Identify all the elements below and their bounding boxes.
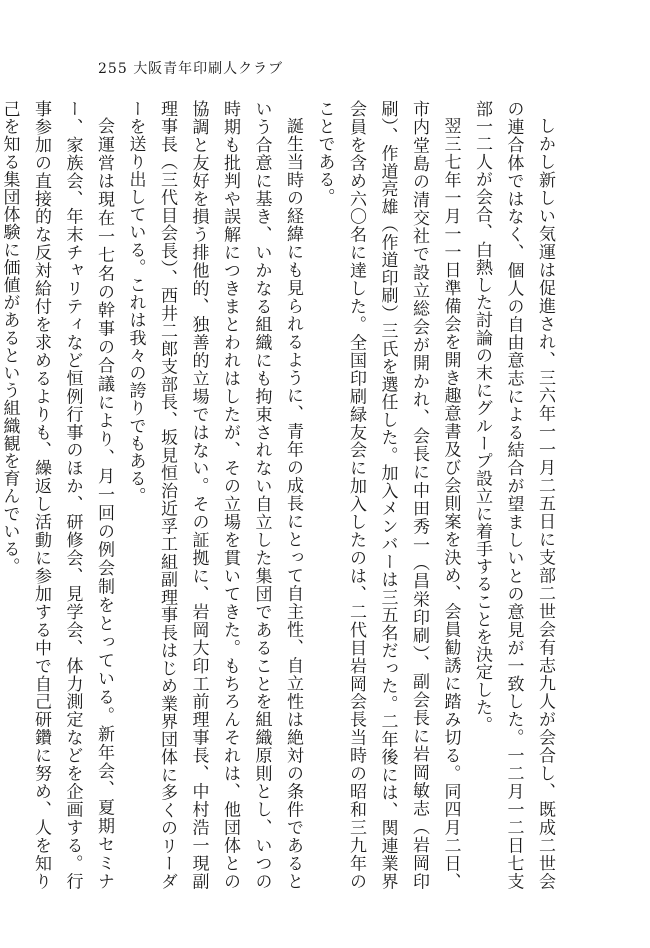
section-title: 大阪青年印刷人クラブ [133, 61, 284, 77]
article-body [0, 100, 560, 890]
paragraph-3: 誕生当時の経緯にも見られるように、青年の成長にとって自主性、自立性は絶対の条件であるという合意に基き、いかなる組織にも拘束されない自立した集団であることを組織原則とし、いつの時期も批判や誤解につきまとわれはしたが、その立場を貫いてきた。もちろんそれは、他団体との協調と友好を損う排他的、独善的立場ではない。その証拠に、岩岡大印工前理事長、中村浩一現副理事長（三代目会長）、西井二郎支部長、坂見恒治近孚工組副理事長はじめ業界団体に多くのリーダーを送り出している。これは我々の誇りでもある。 [125, 100, 303, 890]
page-number: 255 [98, 61, 128, 77]
paragraph-2: 翌三七年一月一一日準備会を開き趣意書及び会則案を決め、会員勧誘に踏み切る。同四月二日、市内堂島の清交社で設立総会が開かれ、会長に中田秀一（昌栄印刷）、副会長に岩岡敏志（岩岡印刷）、作道亮雄（作道印刷）三氏を選任した。加入メンバーは三五名だった。二年後には、関連業界会員を含め六〇名に達した。全国印刷緑友会に加入したのは、二代目岩岡会長当時の昭和三九年のことである。 [314, 100, 461, 890]
paragraph-4: 会運営は現在一七名の幹事の合議により、月一回の例会制をとっている。新年会、夏期セミナー、家族会、年末チャリティなど恒例行事のほか、研修会、見学会、体力測定などを企画する。行事参加の直接的な反対給付を求めるよりも、繰返し活動に参加する中で自己研鑽に努め、人を知り己を知る集団体験に価値があるという組織観を育んでいる。 [0, 100, 114, 890]
page-header [98, 58, 283, 78]
paragraph-1: しかし新しい気運は促進され、三六年一一月二五日に支部二世会有志九人が会合し、既成二世会の連合体ではなく、個人の自由意志による結合が望ましいとの意見が一致した。一二月一二日七支部一二人が会合、白熱した討論の末にグループ設立に着手することを決定した。 [472, 100, 555, 890]
